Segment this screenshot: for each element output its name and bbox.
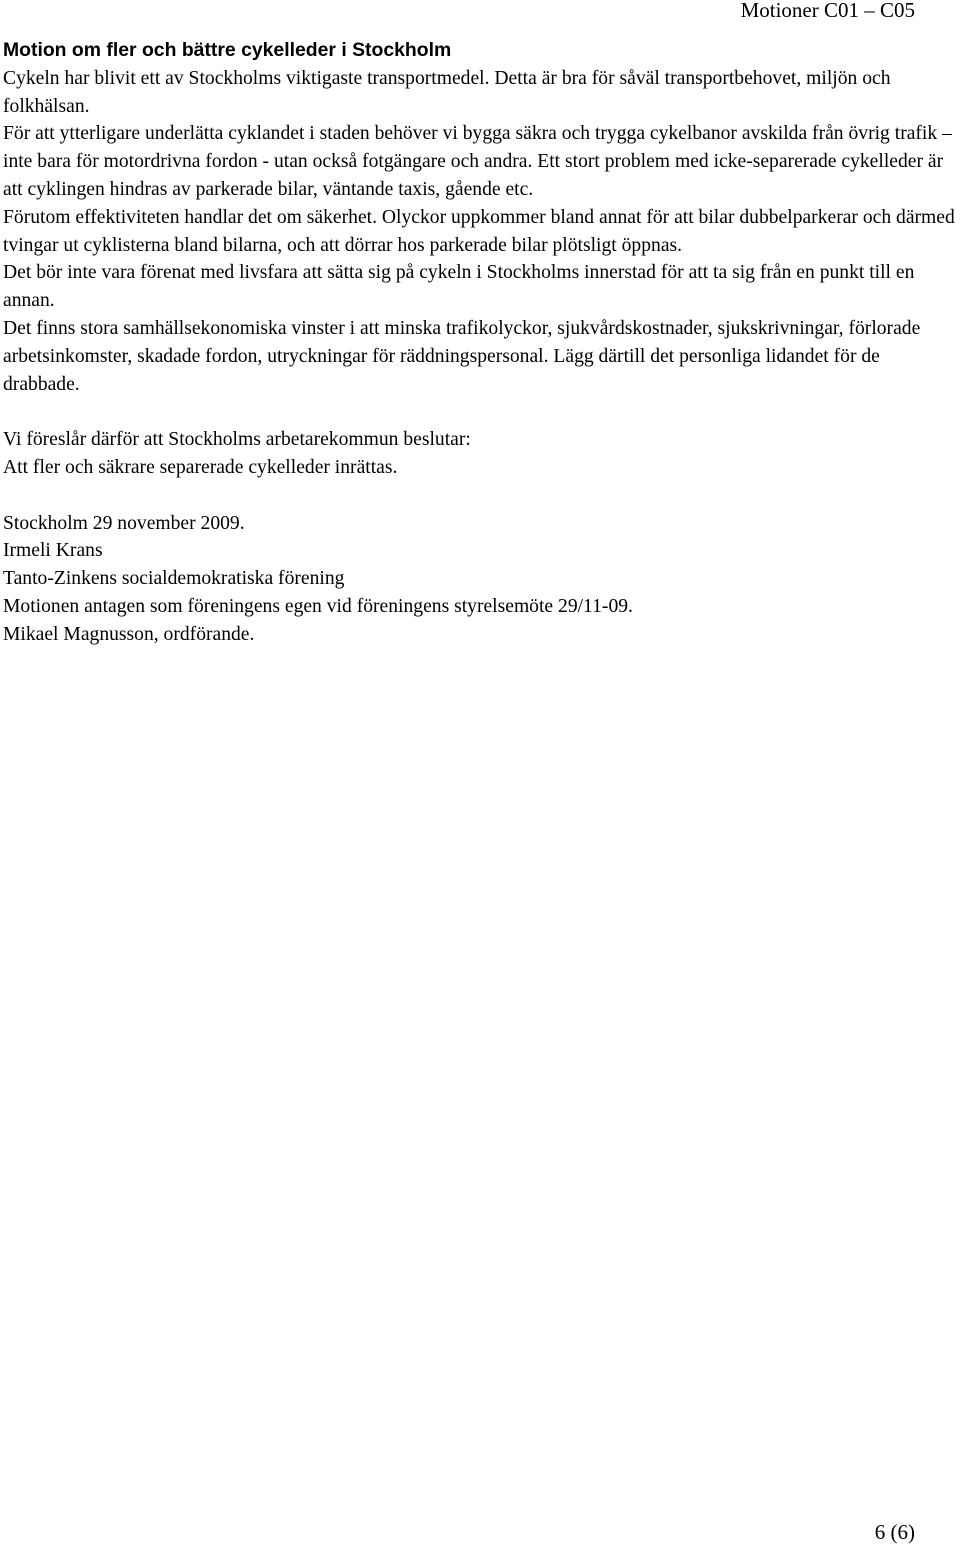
paragraph-economics: Det finns stora samhällsekonomiska vinster i att minska trafikolyckor, sjukvårdskostnader, sjukskrivningar, förlorade arbetsinkomster, skadade fordon, utryckningar för räddningspersonal. Lägg därtill det personliga lidandet för de drabbade. [3, 317, 921, 395]
spacer [3, 398, 959, 426]
page-number: 6 (6) [874, 1520, 915, 1544]
paragraph-cycle-lanes: För att ytterligare underlätta cyklandet i staden behöver vi bygga säkra och trygga cykelbanor avskilda från övrig trafik – inte bara för motordrivna fordon - utan också fotgängare och andra. Ett stort problem med icke-separerade cykelleder är att cyklingen hindras av parkerade bilar, väntande taxis, gående etc. [3, 123, 952, 200]
motion-title: Motion om fler och bättre cykelleder i Stockholm [3, 39, 452, 61]
document-body [3, 37, 959, 649]
paragraph-danger: Det bör inte vara förenat med livsfara att sätta sig på cykeln i Stockholms innerstad för att ta sig från en punkt till en annan. [3, 262, 915, 312]
signature-organization: Tanto-Zinkens socialdemokratiska förening [3, 568, 345, 590]
spacer [3, 482, 959, 510]
paragraph-intro: Cykeln har blivit ett av Stockholms viktigaste transportmedel. Detta är bra för såväl transportbehovet, miljön och folkhälsan. [3, 67, 891, 117]
signature-author: Irmeli Krans [3, 540, 103, 562]
paragraph-safety: Förutom effektiviteten handlar det om säkerhet. Olyckor uppkommer bland annat för att bilar dubbelparkerar och därmed tvingar ut cyklisterna bland bilarna, och att dörrar hos parkerade bilar plötsligt öppnas. [3, 206, 955, 256]
signature-place-date: Stockholm 29 november 2009. [3, 512, 245, 534]
proposal-intro: Vi föreslår därför att Stockholms arbetarekommun beslutar: [3, 429, 471, 451]
signature-chair: Mikael Magnusson, ordförande. [3, 623, 255, 645]
page-header: Motioner C01 – C05 [740, 0, 915, 22]
proposal-item: Att fler och säkrare separerade cykelleder inrättas. [3, 456, 398, 478]
signature-adoption: Motionen antagen som föreningens egen vid föreningens styrelsemöte 29/11-09. [3, 595, 633, 617]
